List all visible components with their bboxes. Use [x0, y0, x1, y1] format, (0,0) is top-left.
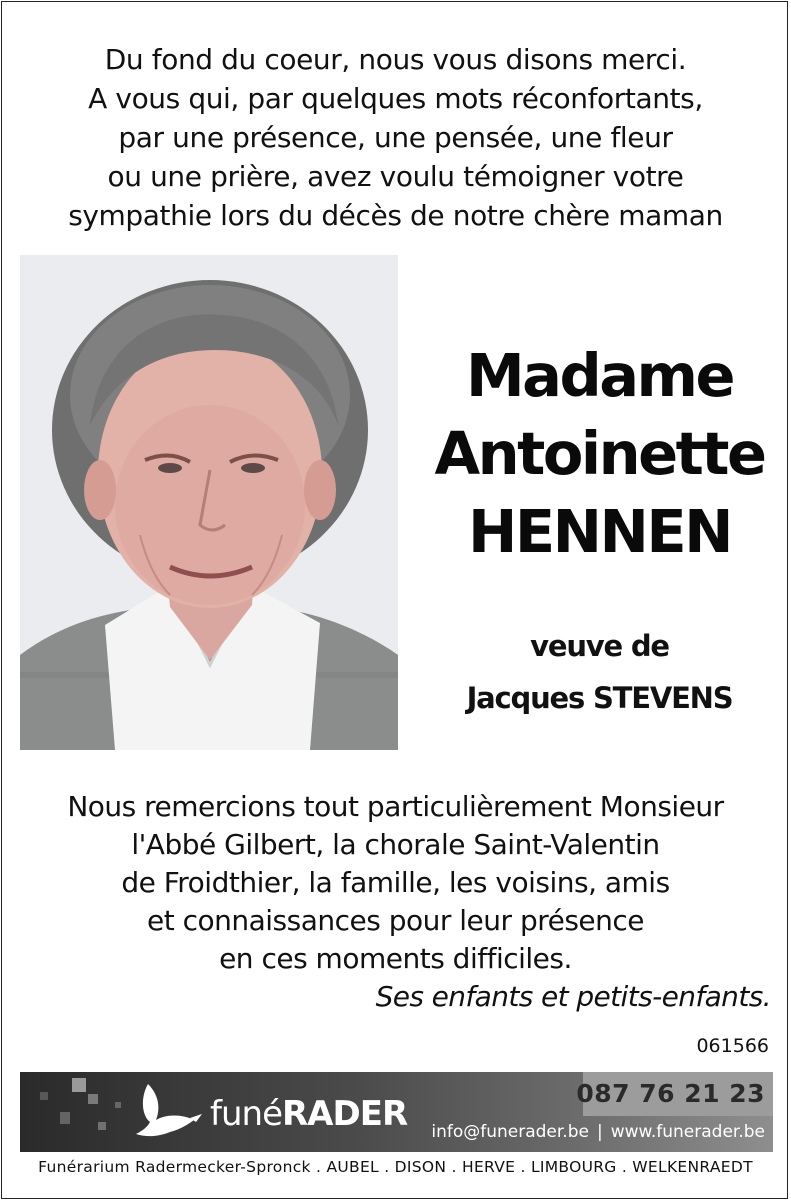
contact-separator: | — [596, 1122, 603, 1142]
funeral-home-banner — [20, 1072, 773, 1152]
intro-text — [2, 40, 789, 235]
brand-part2: RADER — [282, 1094, 408, 1134]
brand-logo — [210, 1094, 407, 1134]
signature: Ses enfants et petits-enfants. — [375, 980, 771, 1013]
deceased-name — [412, 337, 787, 571]
intro-line: A vous qui, par quelques mots réconfortants, — [88, 82, 703, 115]
contact-info — [431, 1122, 765, 1142]
thanks-line: Nous remercions tout particulièrement Monsieur — [67, 790, 724, 823]
thanks-line: l'Abbé Gilbert, la chorale Saint-Valentin — [131, 828, 660, 861]
intro-line: sympathie lors du décès de notre chère maman — [68, 199, 723, 232]
widow-label: veuve de — [530, 629, 669, 663]
spouse-name: Jacques STEVENS — [466, 681, 733, 715]
intro-line: Du fond du coeur, nous vous disons merci. — [104, 43, 687, 76]
phone-box — [576, 1072, 773, 1116]
email-link[interactable]: info@funerader.be — [431, 1122, 589, 1142]
intro-line: par une présence, une pensée, une fleur — [118, 121, 673, 154]
name-title: Madame — [465, 341, 734, 410]
portrait-photo — [20, 255, 398, 750]
obituary-card — [1, 1, 788, 1199]
website-link[interactable]: www.funerader.be — [610, 1122, 765, 1142]
reference-number: 061566 — [696, 1035, 769, 1057]
dove-icon — [130, 1076, 206, 1146]
name-last: HENNEN — [467, 497, 732, 566]
funeral-home-locations: Funérarium Radermecker-Spronck . AUBEL . DISON . HERVE . LIMBOURG . WELKENRAEDT — [38, 1158, 753, 1176]
intro-line: ou une prière, avez voulu témoigner votre — [107, 160, 684, 193]
thanks-line: et connaissances pour leur présence — [146, 904, 645, 937]
brand-part1: funé — [210, 1094, 282, 1134]
thanks-text — [2, 788, 789, 978]
thanks-line: en ces moments difficiles. — [219, 942, 572, 975]
name-first: Antoinette — [434, 419, 765, 488]
phone-number[interactable]: 087 76 21 23 — [576, 1079, 765, 1108]
widow-of — [412, 620, 787, 724]
thanks-line: de Froidthier, la famille, les voisins, amis — [121, 866, 670, 899]
